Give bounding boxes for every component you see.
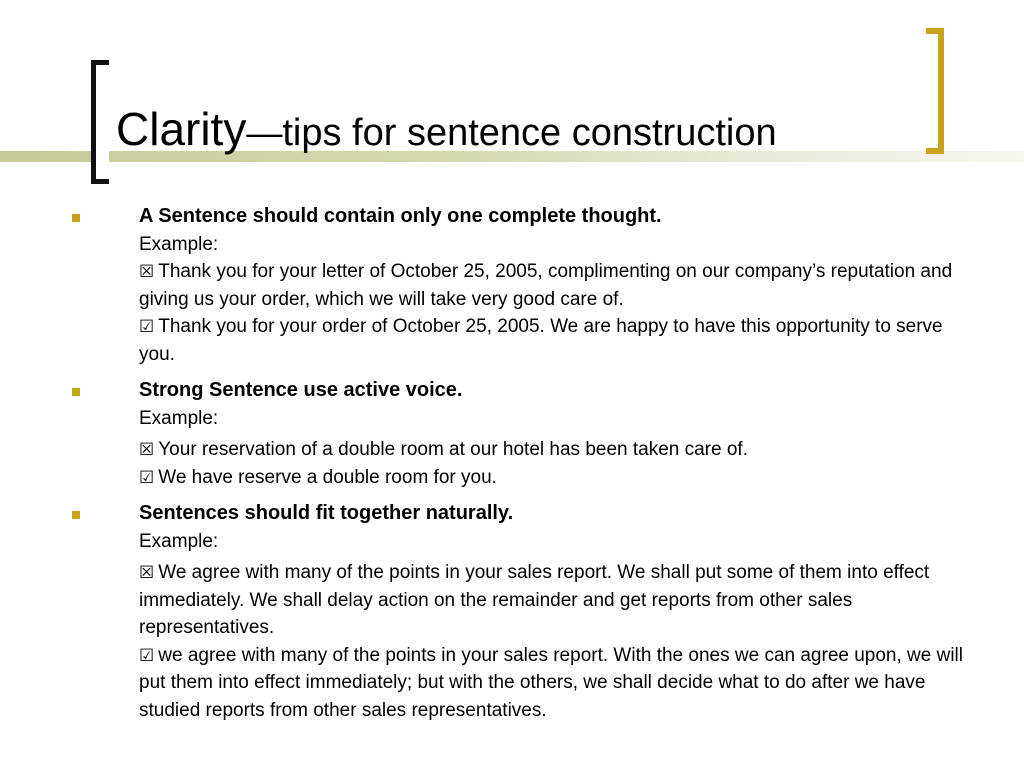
title-dash: — bbox=[246, 112, 283, 153]
good-example-text: we agree with many of the points in your sales report. With the ones we can agree upon, we will put them into effect immediately; but with the others, we shall decide what to do after we have studied reports from other sales representatives. bbox=[139, 644, 964, 721]
checkbox-x-icon: ☒ bbox=[139, 262, 155, 282]
right-bracket-decoration bbox=[926, 28, 944, 154]
good-example-text: Thank you for your order of October 25, 2005. We are happy to have this opportunity to serve you. bbox=[139, 316, 943, 365]
example-label: Example: bbox=[139, 407, 219, 429]
bad-example-text: Thank you for your letter of October 25, 2005, complimenting on our company’s reputation and giving us your order, which we will take very good care of. bbox=[139, 261, 953, 310]
bullet-item bbox=[0, 377, 1024, 491]
bullet-heading: Sentences should fit together naturally. bbox=[139, 502, 514, 524]
good-example-text: We have reserve a double room for you. bbox=[158, 466, 497, 488]
bad-example-text: Your reservation of a double room at our hotel has been taken care of. bbox=[158, 439, 748, 460]
bullet-square-icon bbox=[72, 511, 80, 519]
good-example bbox=[139, 464, 974, 492]
bullet-item bbox=[0, 500, 1024, 724]
bullet-item bbox=[0, 203, 1024, 368]
bad-example-text: We agree with many of the points in your sales report. We shall put some of them into effect immediately. We shall delay action on the remainder and get reports from other sales representatives. bbox=[139, 562, 930, 638]
bad-example bbox=[139, 436, 974, 464]
bad-example bbox=[139, 258, 974, 313]
bullet-square-icon bbox=[72, 214, 80, 222]
title-main: Clarity bbox=[116, 103, 247, 155]
checkbox-check-icon: ☑ bbox=[139, 645, 155, 666]
slide-content bbox=[0, 203, 1024, 724]
checkbox-check-icon: ☑ bbox=[139, 467, 155, 488]
example-label: Example: bbox=[139, 530, 219, 552]
bullet-heading: Strong Sentence use active voice. bbox=[139, 379, 463, 401]
slide-title bbox=[116, 103, 777, 155]
example-label: Example: bbox=[139, 233, 219, 255]
left-bracket-decoration bbox=[91, 60, 109, 184]
bad-example bbox=[139, 559, 974, 642]
checkbox-x-icon: ☒ bbox=[139, 563, 155, 583]
checkbox-x-icon: ☒ bbox=[139, 440, 155, 460]
good-example bbox=[139, 642, 974, 725]
title-subtitle: tips for sentence construction bbox=[282, 112, 777, 154]
good-example bbox=[139, 313, 974, 368]
checkbox-check-icon: ☑ bbox=[139, 317, 155, 337]
bullet-square-icon bbox=[72, 388, 80, 396]
bullet-heading: A Sentence should contain only one complete thought. bbox=[139, 205, 662, 227]
